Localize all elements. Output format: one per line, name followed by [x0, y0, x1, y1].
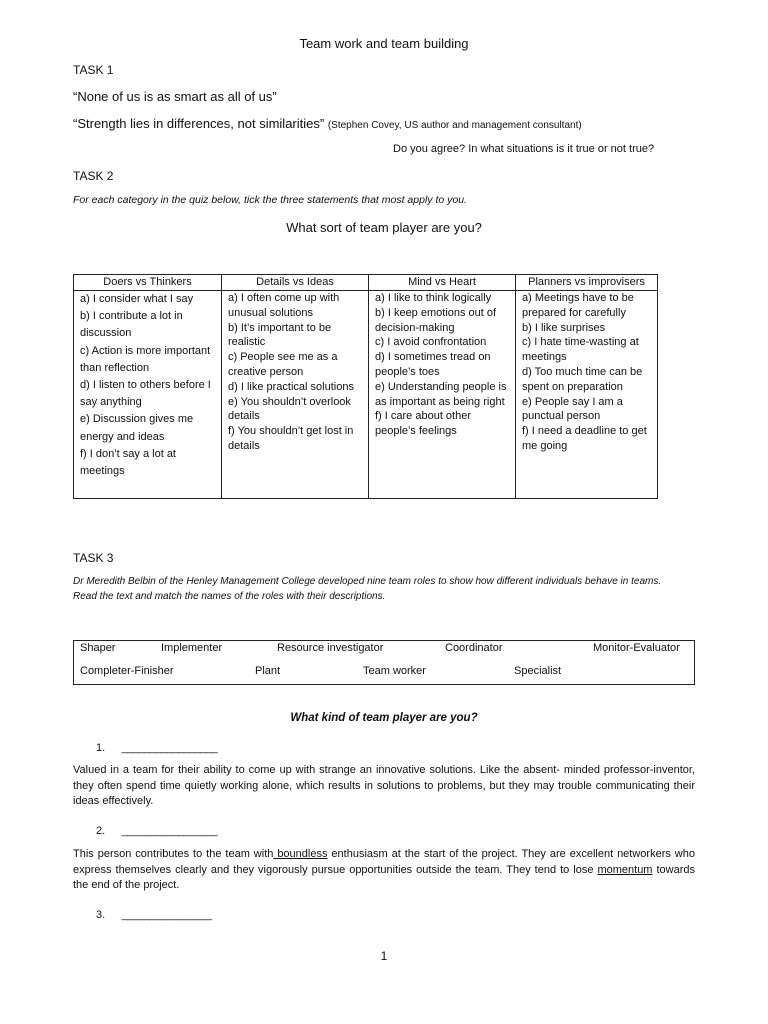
task3-label: TASK 3 — [73, 551, 114, 565]
quiz-statement: d) I like practical solutions — [228, 380, 354, 393]
quiz-statement: d) Too much time can be spent on preparation — [522, 365, 643, 393]
role-name: Plant — [255, 665, 281, 677]
answer-item-2 — [96, 821, 217, 839]
role-name: Implementer — [161, 642, 223, 654]
role-name: Resource investigator — [277, 642, 384, 654]
quote-2-text: “Strength lies in differences, not similarities” — [73, 116, 325, 131]
desc-text: towards the end of the project. — [73, 863, 695, 891]
quiz-statement: b) I keep emotions out of decision-making — [375, 306, 497, 334]
page-number: 1 — [380, 949, 388, 963]
role-name: Specialist — [514, 665, 562, 677]
quiz-statement: a) I often come up with unusual solutions — [228, 292, 340, 319]
quiz-column — [74, 291, 222, 499]
role-name: Monitor-Evaluator — [593, 642, 680, 654]
quiz-statement: f) You shouldn’t get lost in details — [228, 425, 354, 452]
quiz-statement: a) I like to think logically — [375, 292, 492, 304]
quiz-statement: d) I listen to others before I say anything — [80, 379, 211, 409]
quiz-statement: c) Action is more important than reflection — [80, 344, 211, 374]
answer-blank: _________________ — [121, 742, 218, 754]
quiz-statement: e) People say I am a punctual person — [522, 395, 623, 423]
roles-box — [73, 640, 695, 685]
answer-item-3 — [96, 905, 212, 923]
quiz-statement: f) I don’t say a lot at meetings — [80, 447, 176, 478]
task2-label: TASK 2 — [73, 169, 114, 183]
quiz-statement: f) I care about other people’s feelings — [375, 410, 471, 438]
quiz-statement: c) People see me as a creative person — [228, 351, 338, 378]
role-name: Shaper — [80, 642, 116, 654]
desc-underlined-word: momentum — [597, 863, 653, 876]
quiz-statement: e) You shouldn’t overlook details — [228, 395, 351, 423]
answer-item-1 — [96, 738, 217, 756]
task1-label: TASK 1 — [73, 63, 114, 77]
role-description-2 — [73, 847, 695, 894]
quiz-statement: e) Discussion gives me energy and ideas — [80, 413, 194, 443]
role-description-1: Valued in a team for their ability to come up with strange an innovative solutions. Like the absent- minded professor-inventor, they often spend time quietly working alone, which results in solutions to problems, but they may trouble communicating their ideas effectively. — [73, 764, 695, 807]
quote-attribution: (Stephen Covey, US author and management consultant) — [327, 120, 582, 131]
task3-intro-line1: Dr Meredith Belbin of the Henley Management College developed nine team roles to show how different individuals behave in teams. — [73, 576, 662, 587]
quiz-body-row — [74, 291, 658, 499]
quiz-statement: e) Understanding people is as important as being right — [375, 380, 507, 408]
quiz-statement: a) I consider what I say — [80, 293, 194, 305]
quiz-statement: c) I avoid confrontation — [375, 336, 487, 349]
task1-question: Do you agree? In what situations is it true or not true? — [393, 143, 655, 155]
quiz-title: What sort of team player are you? — [286, 220, 482, 235]
role-name: Completer-Finisher — [80, 665, 174, 677]
quiz-statement: b) I like surprises — [522, 321, 606, 334]
answer-blank: ________________ — [121, 909, 212, 921]
quiz-header-row — [74, 275, 658, 291]
answer-blank: _________________ — [121, 825, 218, 837]
desc-underlined-word: boundless — [273, 848, 328, 860]
task2-instruction: For each category in the quiz below, tick the three statements that most apply to you. — [73, 194, 467, 206]
quiz-table — [73, 274, 658, 499]
quiz-column — [516, 291, 658, 499]
desc-text: enthusiasm at the start of the project. They are excellent networkers who express themselves clearly and they vigorously pursue opportunities outside the team. They tend to lose — [73, 848, 695, 876]
quiz-statement: b) It’s important to be realistic — [228, 321, 332, 349]
role-name: Coordinator — [445, 642, 503, 654]
quote-2 — [73, 116, 582, 131]
quiz-statement: b) I contribute a lot in discussion — [80, 310, 183, 340]
quiz-column — [222, 291, 369, 499]
role-name: Team worker — [363, 665, 426, 677]
quiz-statement: c) I hate time-wasting at meetings — [522, 336, 639, 364]
quote-1: “None of us is as smart as all of us” — [73, 89, 277, 104]
quiz-statement: a) Meetings have to be prepared for carefully — [522, 292, 634, 319]
quiz-statement: f) I need a deadline to get me going — [522, 425, 647, 452]
quiz-header: Mind vs Heart — [369, 275, 516, 291]
document-title: Team work and team building — [299, 36, 469, 51]
quiz-column — [369, 291, 516, 499]
desc-text: This person contributes to the team with — [73, 848, 274, 860]
item-number: 3. — [96, 909, 106, 921]
item-number: 1. — [96, 742, 106, 754]
quiz-statement: d) I sometimes tread on people’s toes — [375, 351, 491, 378]
item-number: 2. — [96, 825, 106, 837]
quiz-header: Details vs Ideas — [222, 275, 369, 291]
task3-intro-line2: Read the text and match the names of the roles with their descriptions. — [73, 591, 386, 602]
task3-heading: What kind of team player are you? — [290, 712, 478, 724]
quiz-header: Planners vs improvisers — [516, 275, 658, 291]
quiz-header: Doers vs Thinkers — [74, 275, 222, 291]
